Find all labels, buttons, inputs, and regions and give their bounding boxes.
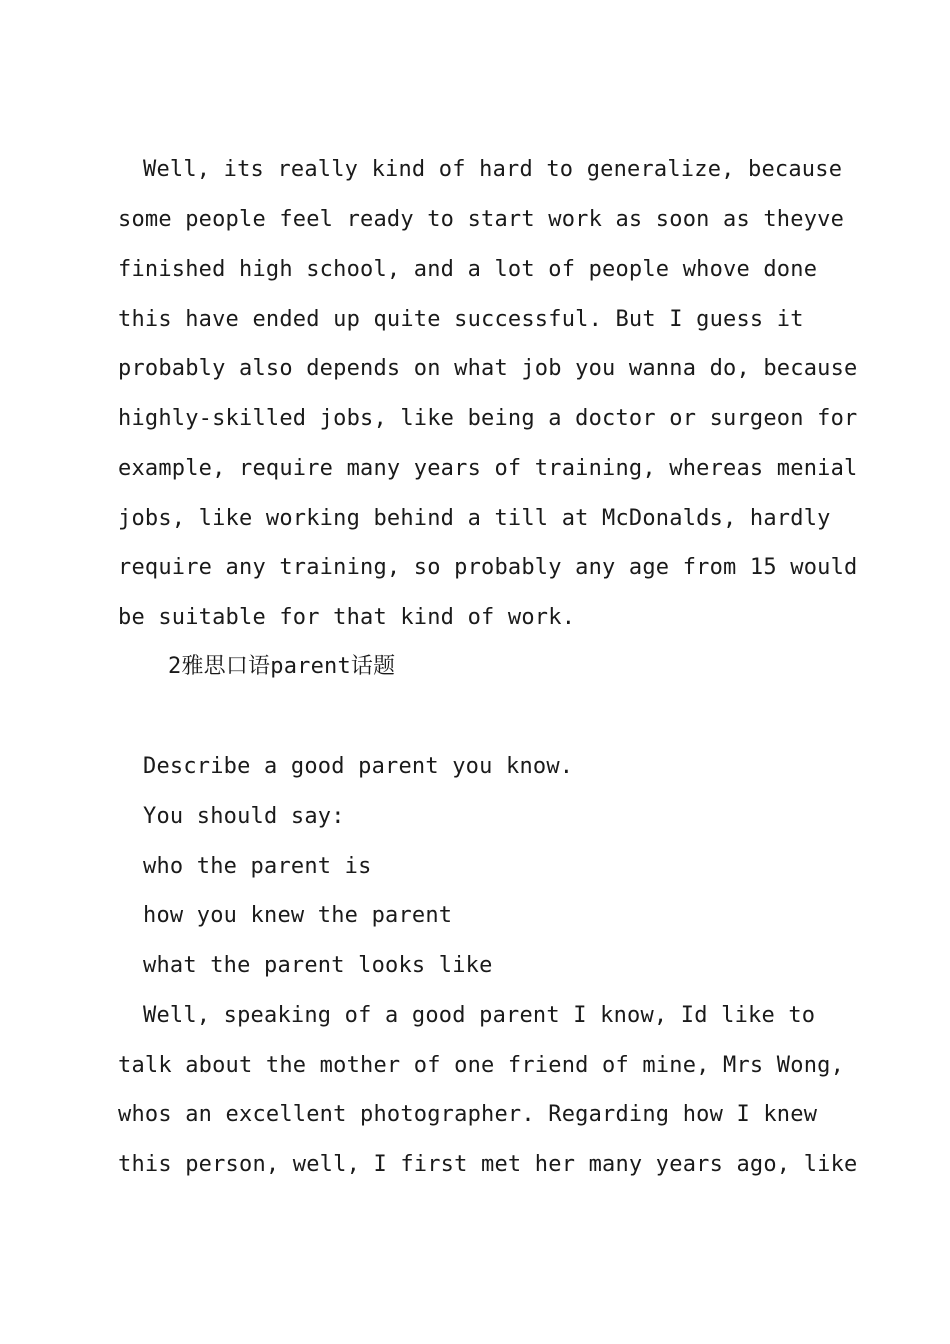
paragraph1-line: Well, its really kind of hard to generalize, because (143, 157, 843, 182)
paragraph2-line: talk about the mother of one friend of mine, Mrs Wong, (118, 1053, 845, 1078)
paragraph1-line: probably also depends on what job you wanna do, because (118, 356, 858, 381)
prompt-line: You should say: (143, 804, 345, 829)
paragraph2-line: whos an excellent photographer. Regarding how I knew (118, 1102, 818, 1127)
prompt-line: who the parent is (143, 854, 372, 879)
paragraph1-line: this have ended up quite successful. But I guess it (118, 307, 804, 332)
paragraph2-line: this person, well, I first met her many years ago, like (118, 1152, 858, 1177)
paragraph1-line: finished high school, and a lot of people whove done (118, 257, 818, 282)
paragraph1-line: example, require many years of training, whereas menial (118, 456, 858, 481)
paragraph1-line: require any training, so probably any age from 15 would (118, 555, 858, 580)
prompt-line: how you knew the parent (143, 903, 453, 928)
paragraph2-line: Well, speaking of a good parent I know, Id like to (143, 1003, 816, 1028)
prompt-line: Describe a good parent you know. (143, 754, 574, 779)
section-heading: 2雅思口语parent话题 (168, 654, 396, 679)
paragraph1-line: highly-skilled jobs, like being a doctor or surgeon for (118, 406, 858, 431)
prompt-line: what the parent looks like (143, 953, 493, 978)
paragraph1-line: be suitable for that kind of work. (118, 605, 576, 630)
paragraph1-line: jobs, like working behind a till at McDonalds, hardly (118, 506, 831, 531)
paragraph1-line: some people feel ready to start work as soon as theyve (118, 207, 845, 232)
